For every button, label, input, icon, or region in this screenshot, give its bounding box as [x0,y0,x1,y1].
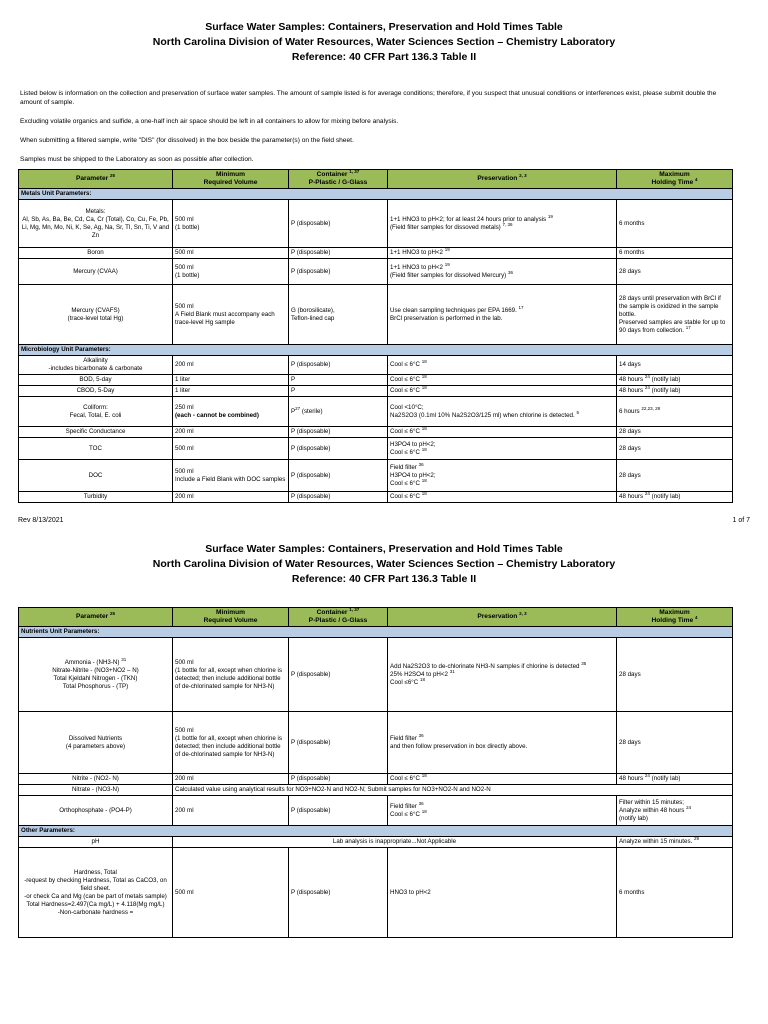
table-row: Orthophosphate - (PO4-P) 200 ml P (disposable) Field filter $^{36}$ Cool ≤ 6°C $^{18}$ Filter within 15 minutes; Analyze within 48 hours $^{24}$ (notify lab) [19,796,733,826]
doc-subtitle: North Carolina Division of Water Resources, Water Sciences Section – Chemistry Laboratory [152,36,616,48]
table-row: Alkalinity -includes bicarbonate & carbonate 200 ml P (disposable) Cool ≤ 6°C $^{18}$ 14 days [19,356,733,375]
col-header-parameter: Parameter $^{25}$ [19,608,173,627]
section-row-metals: Metals Unit Parameters: [19,189,733,200]
intro-paragraph: When submitting a filtered sample, write "DIS" (for dissolved) in the box beside the parameter(s) on the field sheet. [20,137,354,144]
revision-date: Rev 8/13/2021 [18,517,64,524]
col-header-holding: Maximum Holding Time $^4$ [617,608,733,627]
doc-title: Surface Water Samples: Containers, Preservation and Hold Times Table [205,543,563,555]
section-row-nutrients: Nutrients Unit Parameters: [19,627,733,638]
table-row: Turbidity 200 ml P (disposable) Cool ≤ 6°C $^{18}$ 48 hours $^{24}$ (notify lab) [19,492,733,503]
table-header-row [19,170,733,189]
table-row: Mercury (CVAA) 500 ml (1 bottle) P (disposable) 1+1 HNO3 to pH<2 $^{19}$ (Field filter samples for dissolved Mercury) $^{36}$ 28 days [19,259,733,285]
table-row: DOC 500 ml Include a Field Blank with DOC samples P (disposable) Field filter $^{36}$ H3PO4 to pH<2; Cool ≤ 6°C $^{18}$ 28 days [19,460,733,492]
col-header-volume: Minimum Required Volume [173,608,289,627]
page1-header [0,0,768,65]
intro-paragraph: Excluding volatile organics and sulfide, a one-half inch air space should be left in all containers to allow for mixing before analysis. [20,118,399,125]
table-row: Mercury (CVAFS) (trace-level total Hg) 500 ml A Field Blank must accompany each trace-level Hg sample G (borosilicate), Teflon-lined cap Use clean sampling techniques per EPA 1669. $^{17}$ BrCl preservation is performed in the lab. 28 days until preservation with BrCl if the sample is oxidized in the sample bottle. Preserved samples are stable for up to 90 days from collection. $^{17}$ [19,285,733,345]
section-row-microbiology: Microbiology Unit Parameters: [19,345,733,356]
col-header-holding: Maximum Holding Time $^4$ [617,170,733,189]
table-row: TOC 500 ml P (disposable) H3PO4 to pH<2; Cool ≤ 6°C $^{18}$ 28 days [19,438,733,460]
table-row: Ammonia - (NH3-N) $^{31}$ Nitrate-Nitrite - (NO3+NO2 – N) Total Kjeldahl Nitrogen - (TKN) Total Phosphorus - (TP) 500 ml (1 bottle for all, except when chlorine is detected; then include additional bottle of de-chlorinated sample for NH3-N) P (disposable) Add Na2S2O3 to de-chlorinate NH3-N samples if chlorine is detected $^{35}$ 25% H2SO4 to pH<2 $^{31}$ Cool ≤6°C $^{18}$ 28 days [19,638,733,712]
section-row-other: Other Parameters: [19,826,733,837]
table-header-row [19,608,733,627]
table-row: Dissolved Nutrients (4 parameters above) 500 ml (1 bottle for all, except when chlorine is detected; then include additional bottle of de-chlorinated sample for NH3-N) P (disposable) Field filter $^{36}$ and then follow preservation in box directly above. 28 days [19,712,733,774]
table-row: Hardness, Total -request by checking Hardness, Total as CaCO3, on field sheet. -or check Ca and Mg (can be part of metals sample) Total Hardness=2.497(Ca mg/L) + 4.118(Mg mg/L) -Non-carbonate hardness = 500 ml P (disposable) HNO3 to pH<2 6 months [19,848,733,938]
table-row: BOD, 5-day 1 liter P Cool ≤ 6°C $^{18}$ 48 hours $^{24}$ (notify lab) [19,375,733,386]
page-footer [18,517,750,524]
table-row: pH Lab analysis is inappropriate...Not Applicable Analyze within 15 minutes. $^{29}$ [19,837,733,848]
intro-paragraph: Samples must be shipped to the Laboratory as soon as possible after collection. [20,156,254,163]
col-header-preservation: Preservation $^{2, 3}$ [388,170,617,189]
page2-header [0,524,768,587]
doc-reference: Reference: 40 CFR Part 136.3 Table II [291,573,477,585]
samples-table-page1 [18,169,733,503]
col-header-preservation: Preservation $^{2, 3}$ [388,608,617,627]
table-row: Boron 500 ml P (disposable) 1+1 HNO3 to pH<2 $^{19}$ 6 months [19,248,733,259]
doc-reference: Reference: 40 CFR Part 136.3 Table II [291,51,477,63]
table-row: CBOD, 5-Day 1 liter P Cool ≤ 6°C $^{18}$ 48 hours $^{24}$ (notify lab) [19,386,733,397]
page-number: 1 of 7 [732,517,750,524]
table-row: Specific Conductance 200 ml P (disposable) Cool ≤ 6°C $^{18}$ 28 days [19,427,733,438]
table-row: Nitrate - (NO3-N) Calculated value using analytical results for NO3+NO2-N and NO2-N; Submit samples for NO3+NO2-N and NO2-N [19,785,733,796]
doc-subtitle: North Carolina Division of Water Resources, Water Sciences Section – Chemistry Laboratory [152,558,616,570]
col-header-container: Container $^{1, 37}$ P-Plastic / G-Glass [289,170,388,189]
col-header-container: Container $^{1, 37}$ P-Plastic / G-Glass [289,608,388,627]
intro-text [20,89,738,164]
samples-table-page2 [18,607,733,938]
col-header-parameter: Parameter $^{25}$ [19,170,173,189]
table-row: Metals: Al, Sb, As, Ba, Be, Cd, Ca, Cr (Total), Co, Cu, Fe, Pb, Li, Mg, Mn, Mo, Ni, K, Se, Ag, Na, Sr, Tl, Sn, Ti, V and Zn 500 ml (1 bottle) P (disposable) 1+1 HNO3 to pH<2; for at least 24 hours prior to analysis $^{19}$ (Field filter samples for dissoved metals) $^{7, 36}$ 6 months [19,200,733,248]
col-header-volume: Minimum Required Volume [173,170,289,189]
table-row: Nitrite - (NO2- N) 200 ml P (disposable) Cool ≤ 6°C $^{18}$ 48 hours $^{24}$ (notify lab) [19,774,733,785]
table-row: Coliform: Fecal, Total, E. coli 250 ml (each - cannot be combined) $P^{27}$ (sterile) Cool <10°C; Na2S2O3 (0.1ml 10% Na2S2O3/125 ml) when chlorine is detected. $^5$ 6 hours $^{22,23, 28}$ [19,397,733,427]
intro-paragraph: Listed below is information on the collection and preservation of surface water samples. The amount of sample listed is for average conditions; therefore, if you suspect that unusual conditions or interferences exist, please submit double the amount of sample. [20,90,717,106]
doc-title: Surface Water Samples: Containers, Preservation and Hold Times Table [205,21,563,33]
